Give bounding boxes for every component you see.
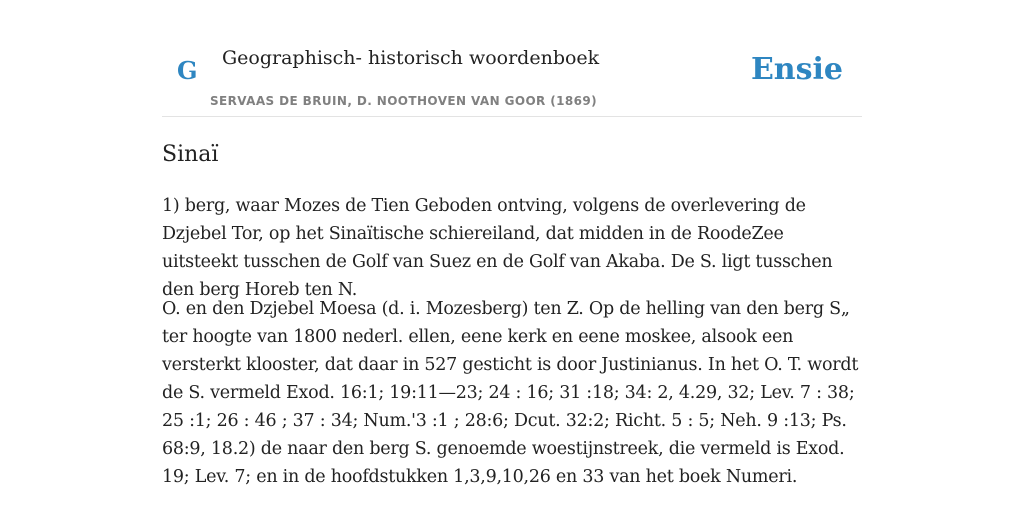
- dictionary-logo-icon[interactable]: G: [177, 56, 198, 85]
- dictionary-header: [162, 0, 862, 117]
- brand-logo[interactable]: Ensie: [750, 52, 843, 87]
- book-authors: SERVAAS DE BRUIN, D. NOOTHOVEN VAN GOOR (1869): [210, 94, 598, 108]
- entry-title: Sinaï: [162, 142, 219, 167]
- entry-paragraph-1: 1) berg, waar Mozes de Tien Geboden ontving, volgens de overlevering de Dzjebel Tor, op het Sinaïtische schiereiland, dat midden in de RoodeZee uitsteekt tusschen de Golf van Suez en de Golf van Akaba. De S. ligt tusschen den berg Horeb ten N.: [162, 196, 833, 300]
- entry-paragraph-2: O. en den Dzjebel Moesa (d. i. Mozesberg) ten Z. Op de helling van den berg S„ ter hoogte van 1800 nederl. ellen, eene kerk en eene moskee, alsook een versterkt klooster, dat daar in 527 gesticht is door Justinianus. In het O. T. wordt de S. vermeld Exod. 16:1; 19:11—23; 24 : 16; 31 :18; 34: 2, 4.29, 32; Lev. 7 : 38; 25 :1; 26 : 46 ; 37 : 34; Num.'3 :1 ; 28:6; Dcut. 32:2; Richt. 5 : 5; Neh. 9 :13; Ps. 68:9, 18.2) de naar den berg S. genoemde woestijnstreek, die vermeld is Exod. 19; Lev. 7; en in de hoofdstukken 1,3,9,10,26 en 33 van het boek Numeri.: [162, 299, 859, 487]
- book-title[interactable]: Geographisch- historisch woordenboek: [222, 47, 600, 69]
